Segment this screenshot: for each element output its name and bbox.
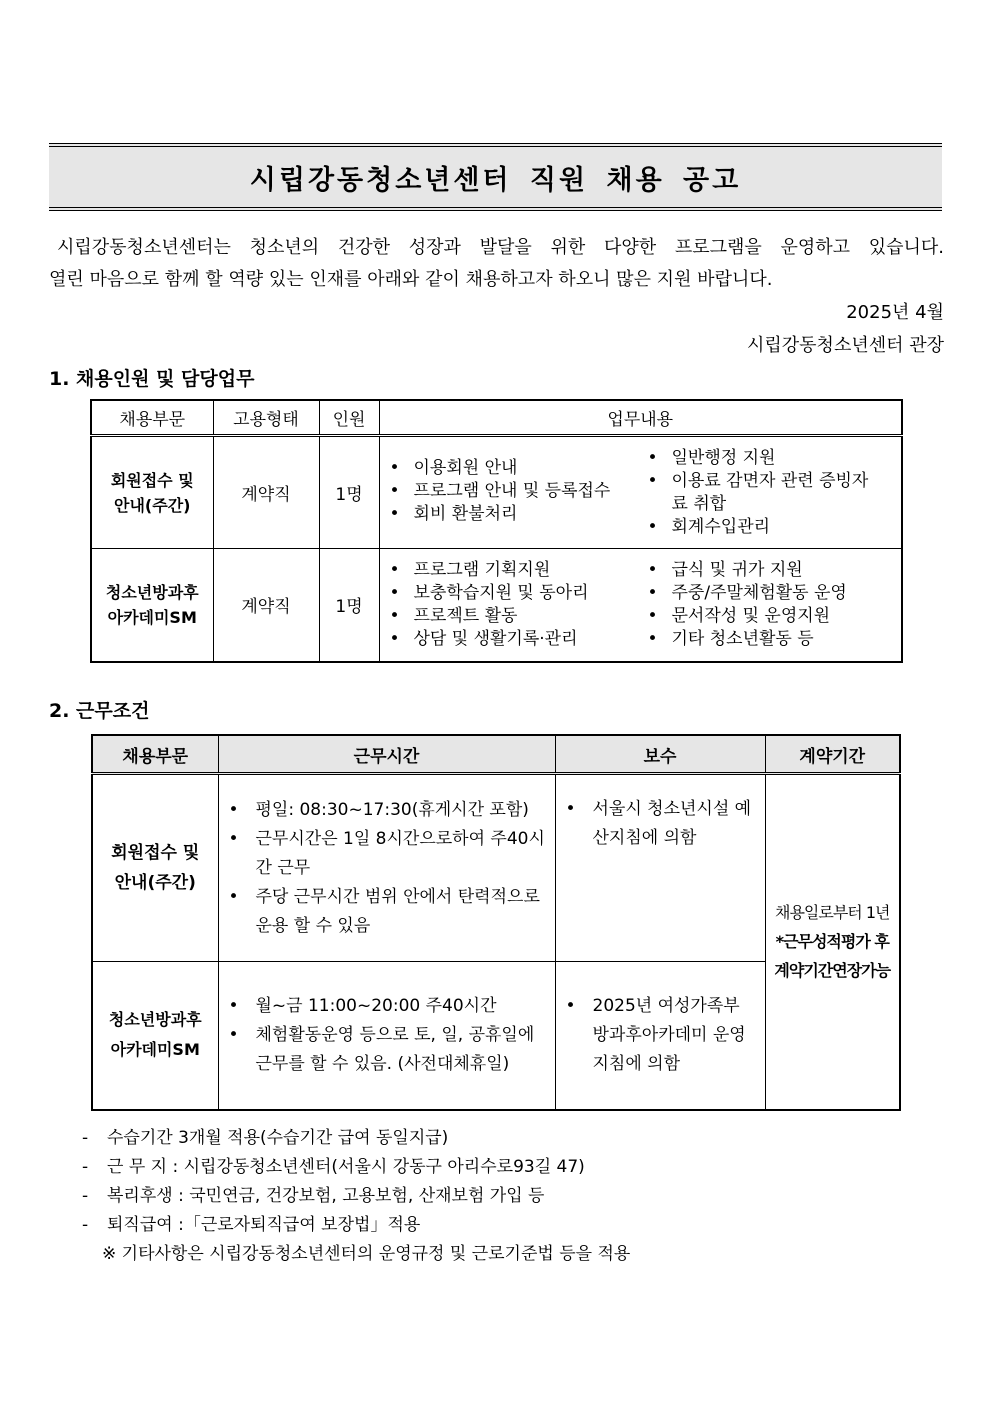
dept-line: 청소년방과후 [108,1010,202,1030]
dash: - [82,1215,89,1235]
contract-cell [765,774,900,1110]
col-header-duties: 업무내용 [379,400,902,436]
note-item [82,1153,630,1182]
dept-line: 회원접수 및 [111,843,200,863]
col-header-contract: 계약기간 [765,735,900,774]
contract-line: *근무성적평가 후 [775,932,889,952]
list-item: • 문서작성 및 운영지원 [672,605,882,628]
list-item: • 일반행정 지원 [672,447,872,470]
dash: - [82,1157,89,1177]
intro-paragraph [49,232,944,296]
notice-date: 2025년 4월 [846,302,944,323]
list-item: • 주당 근무시간 범위 안에서 탄력적으로 운용 할 수 있음 [256,883,547,941]
duties-left-list [380,447,642,539]
list-item: • 근무시간은 1일 8시간으로하여 주40시간 근무 [256,825,547,883]
dash: - [82,1186,89,1206]
hours-list [219,796,555,941]
conditions-table [91,734,901,1111]
hours-cell [218,962,555,1110]
list-item: • 주중/주말체험활동 운영 [672,582,882,605]
dept-cell [91,436,213,549]
count-cell: 1명 [319,436,379,549]
col-header-pay: 보수 [555,735,765,774]
col-header-hours: 근무시간 [218,735,555,774]
table-header-row [91,400,902,436]
type-cell: 계약직 [213,549,319,662]
note-text: 퇴직급여 :「근로자퇴직급여 보장법」적용 [107,1215,421,1235]
hours-cell [218,774,555,962]
pay-list [556,795,765,853]
list-item: • 평일: 08:30~17:30(휴게시간 포함) [256,796,547,825]
pay-cell [555,774,765,962]
col-header-count: 인원 [319,400,379,436]
recruitment-table [90,399,903,663]
duties-cell [379,436,902,549]
note-text: 수습기간 3개월 적용(수습기간 급여 동일지급) [107,1128,449,1148]
table-row [92,774,900,962]
duties-left-list [380,559,642,651]
list-item: • 보충학습지원 및 동아리 [414,582,642,605]
contract-line: 채용일로부터 1년 [775,903,890,923]
dept-line: 회원접수 및 [110,470,194,490]
note-item [82,1182,630,1211]
dept-cell [92,774,218,962]
list-item: • 프로젝트 활동 [414,605,642,628]
list-item: • 상담 및 생활기록·관리 [414,628,642,651]
list-item: • 급식 및 귀가 지원 [672,559,882,582]
dept-line: 청소년방과후 [105,582,199,602]
list-item: • 프로그램 기획지원 [414,559,642,582]
table-row [91,549,902,662]
title-banner [49,143,942,211]
dept-line: 안내(주간) [114,873,196,893]
list-item: • 회비 환불처리 [414,503,642,526]
dept-cell [92,962,218,1110]
page-title: 시립강동청소년센터 직원 채용 공고 [249,164,742,196]
hours-list [219,992,555,1079]
list-item: • 이용료 감면자 관련 증빙자료 취합 [672,470,872,516]
dept-line: 안내(주간) [114,495,191,515]
note-item [82,1124,630,1153]
type-cell: 계약직 [213,436,319,549]
list-item: • 체험활동운영 등으로 토, 일, 공휴일에 근무를 할 수 있음. (사전대체휴일) [256,1021,547,1079]
intro-line-2: 열린 마음으로 함께 할 역량 있는 인재를 아래와 같이 채용하고자 하오니 많은 지원 바랍니다. [49,269,773,290]
notes-list [82,1124,630,1269]
pay-cell [555,962,765,1110]
duties-right-list [642,447,872,539]
table-header-row [92,735,900,774]
list-item: • 이용회원 안내 [414,457,642,480]
contract-line: 계약기간연장가능 [774,961,891,981]
list-item: • 2025년 여성가족부 방과후아카데미 운영지침에 의함 [593,992,757,1079]
duties-right-list [642,559,882,651]
note-item [82,1211,630,1240]
section-2-heading: 2. 근무조건 [49,700,150,722]
dept-cell [91,549,213,662]
list-item: • 회계수입관리 [672,516,872,539]
pay-list [556,992,765,1079]
col-header-type: 고용형태 [213,400,319,436]
note-text: 근 무 지 : 시립강동청소년센터(서울시 강동구 아리수로93길 47) [107,1157,585,1177]
col-header-dept: 채용부문 [91,400,213,436]
list-item: • 월~금 11:00~20:00 주40시간 [256,992,547,1021]
list-item: • 기타 청소년활동 등 [672,628,882,651]
dept-line: 아카데미SM [107,607,197,627]
list-item: • 서울시 청소년시설 예산지침에 의함 [593,795,757,853]
notice-signer: 시립강동청소년센터 관장 [747,335,944,356]
count-cell: 1명 [319,549,379,662]
list-item: • 프로그램 안내 및 등록접수 [414,480,642,503]
duties-cell [379,549,902,662]
col-header-dept: 채용부문 [92,735,218,774]
section-1-heading: 1. 채용인원 및 담당업무 [49,368,255,390]
dash: - [82,1128,89,1148]
table-row [91,436,902,549]
note-etc: ※ 기타사항은 시립강동청소년센터의 운영규정 및 근로기준법 등을 적용 [102,1244,631,1264]
intro-line-1: 시립강동청소년센터는 청소년의 건강한 성장과 발달을 위한 다양한 프로그램을 운영하고 있습니다. [57,237,944,258]
note-text: 복리후생 : 국민연금, 건강보험, 고용보험, 산재보험 가입 등 [107,1186,545,1206]
dept-line: 아카데미SM [110,1040,200,1060]
